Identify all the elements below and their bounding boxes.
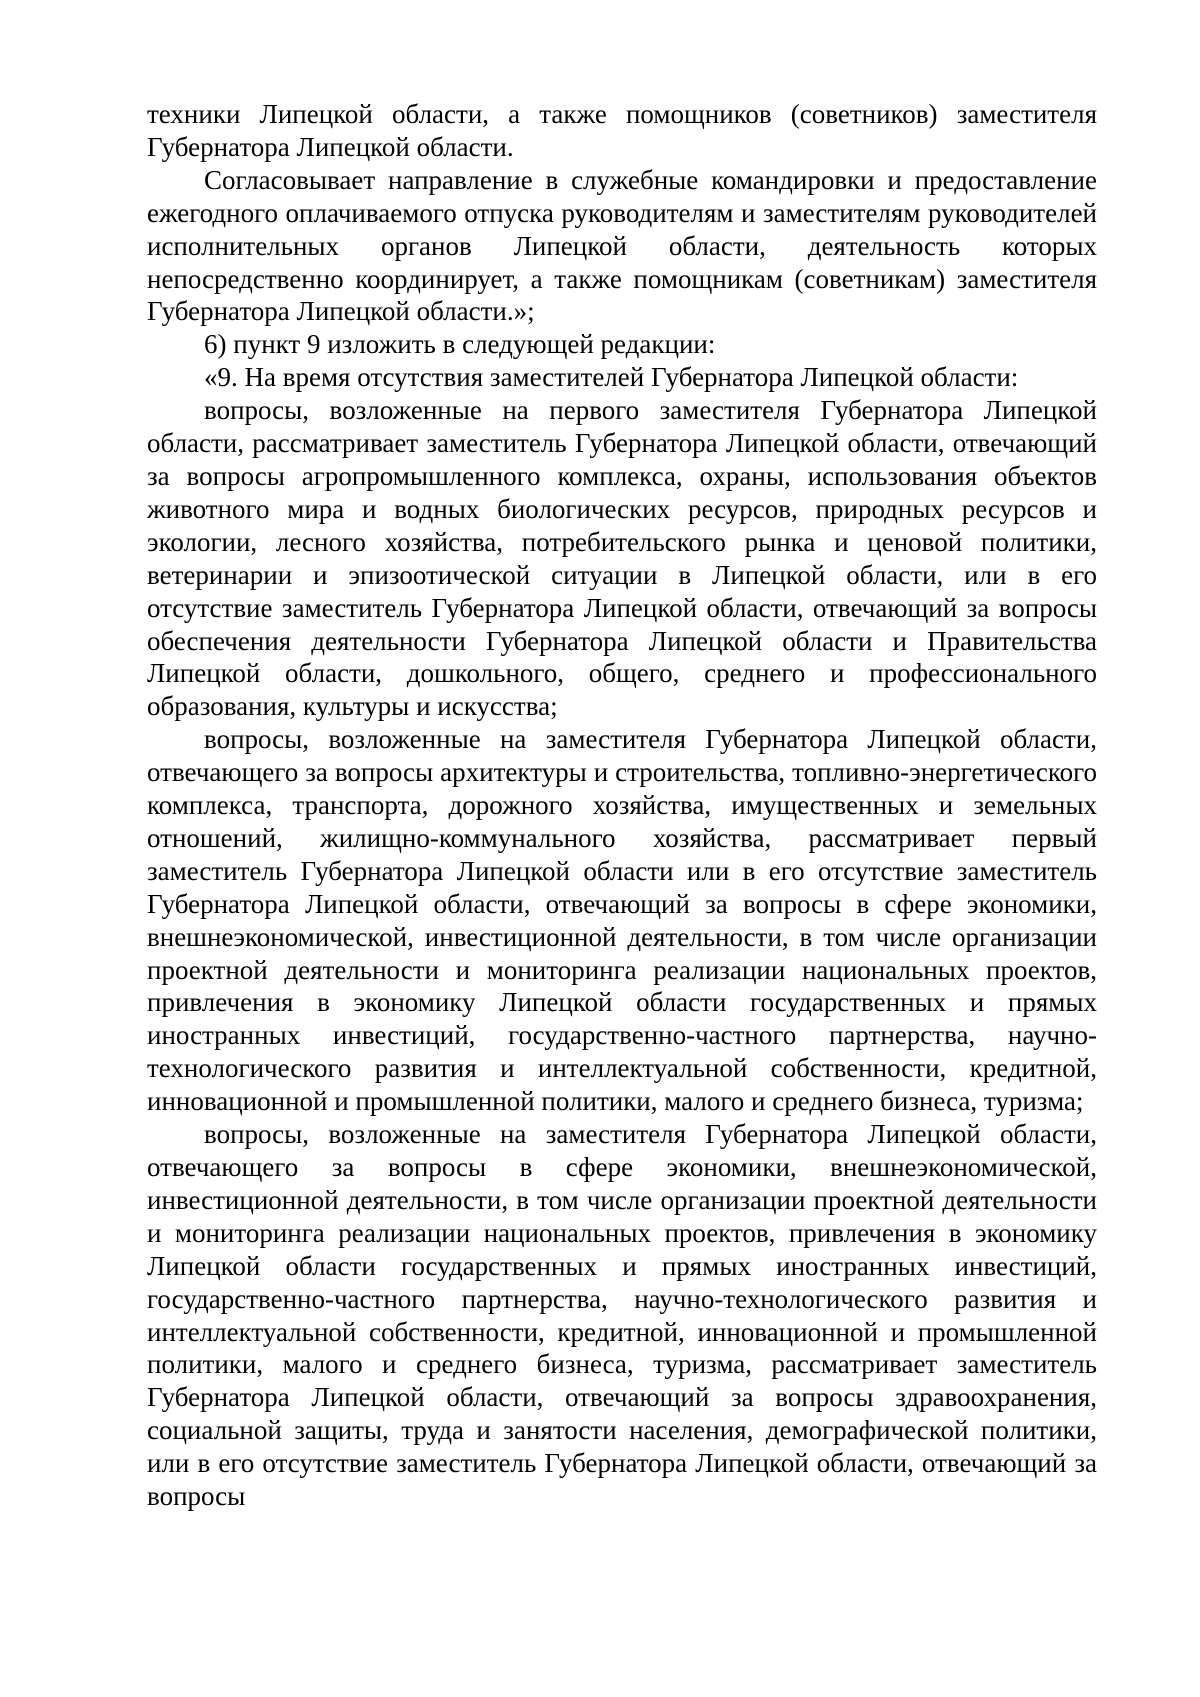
paragraph-architecture-deputy-duties: вопросы, возложенные на заместителя Губернатора Липецкой области, отвечающего за вопросы архитектуры и строительства, топливно-энергетического комплекса, транспорта, дорожного хозяйства, имущественных и земельных отношений, жилищно-коммунального хозяйства, рассматривает первый заместитель Губернатора Липецкой области или в его отсутствие заместитель Губернатора Липецкой области, отвечающий за вопросы в сфере экономики, внешнеэкономической, инвестиционной деятельности, в том числе организации проектной деятельности и мониторинга реализации национальных проектов, привлечения в экономику Липецкой области государственных и прямых иностранных инвестиций, государственно-частного партнерства, научно-технологического развития и интеллектуальной собственности, кредитной, инновационной и промышленной политики, малого и среднего бизнеса, туризма; (147, 724, 1097, 1117)
document-body (147, 98, 1097, 1513)
paragraph-item-9-heading: «9. На время отсутствия заместителей Губернатора Липецкой области: (204, 362, 1019, 393)
paragraph-continuation: техники Липецкой области, а также помощников (советников) заместителя Губернатора Липецкой области. (147, 99, 1097, 162)
paragraph-item-6: 6) пункт 9 изложить в следующей редакции: (204, 329, 716, 360)
paragraph-first-deputy-duties: вопросы, возложенные на первого заместителя Губернатора Липецкой области, рассматривает заместитель Губернатора Липецкой области, отвечающий за вопросы агропромышленного комплекса, охраны, использования объектов животного мира и водных биологических ресурсов, природных ресурсов и экологии, лесного хозяйства, потребительского рынка и ценовой политики, ветеринарии и эпизоотической ситуации в Липецкой области, или в его отсутствие заместитель Губернатора Липецкой области, отвечающий за вопросы обеспечения деятельности Губернатора Липецкой области и Правительства Липецкой области, дошкольного, общего, среднего и профессионального образования, культуры и искусства; (147, 395, 1097, 722)
paragraph-economy-deputy-duties: вопросы, возложенные на заместителя Губернатора Липецкой области, отвечающего за вопросы в сфере экономики, внешнеэкономической, инвестиционной деятельности, в том числе организации проектной деятельности и мониторинга реализации национальных проектов, привлечения в экономику Липецкой области государственных и прямых иностранных инвестиций, государственно-частного партнерства, научно-технологического развития и интеллектуальной собственности, кредитной, инновационной и промышленной политики, малого и среднего бизнеса, туризма, рассматривает заместитель Губернатора Липецкой области, отвечающий за вопросы здравоохранения, социальной защиты, труда и занятости населения, демографической политики, или в его отсутствие заместитель Губернатора Липецкой области, отвечающий за вопросы (147, 1119, 1097, 1512)
paragraph-travel-approval: Согласовывает направление в служебные командировки и предоставление ежегодного оплачиваемого отпуска руководителям и заместителям руководителей исполнительных органов Липецкой области, деятельность которых непосредственно координирует, а также помощникам (советникам) заместителя Губернатора Липецкой области.»; (147, 164, 1097, 327)
